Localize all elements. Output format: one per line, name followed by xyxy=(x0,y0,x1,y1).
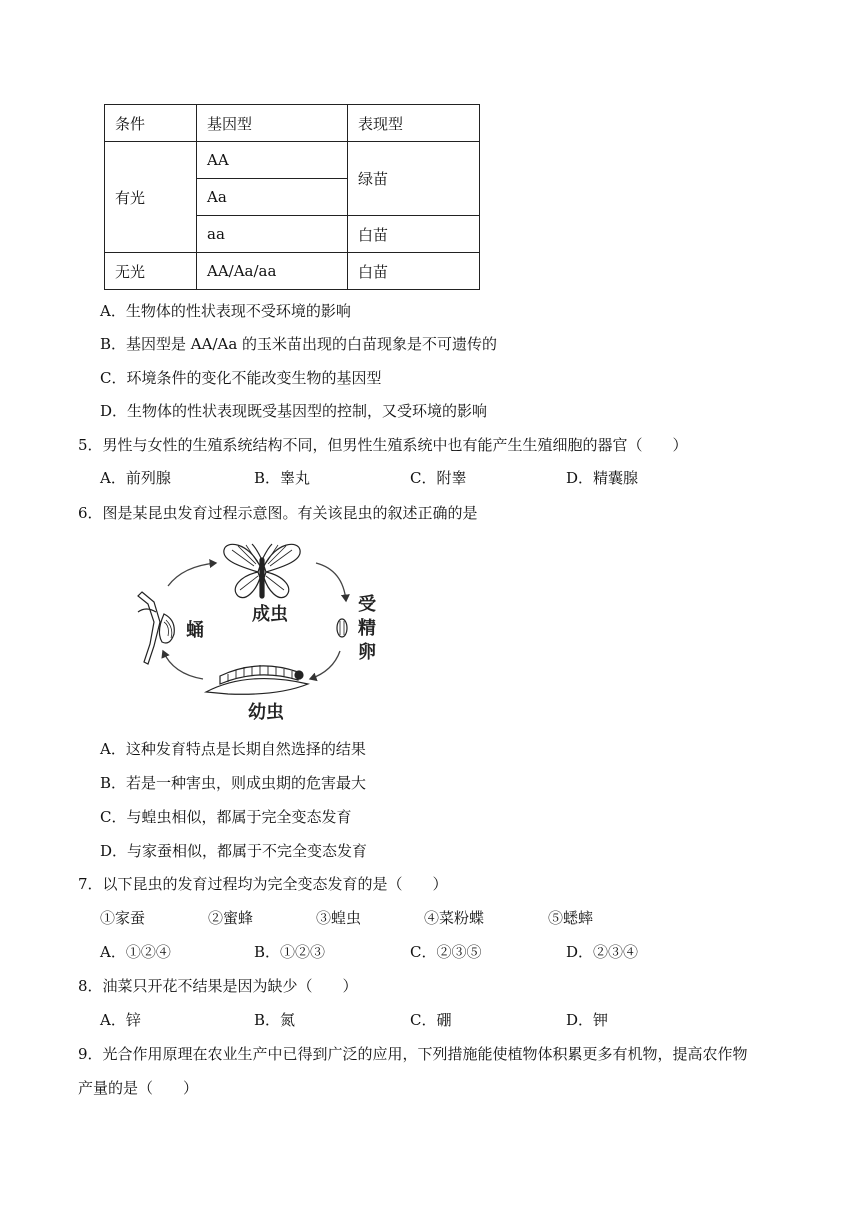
table-cell-genotype: AA/Aa/aa xyxy=(197,253,348,290)
q6-option-b: B．若是一种害虫，则成虫期的危害最大 xyxy=(100,774,367,792)
q6-option-d: D．与家蚕相似，都属于不完全变态发育 xyxy=(100,842,368,860)
q7-item-2: ②蜜蜂 xyxy=(208,909,254,927)
q6-option-c: C．与蝗虫相似，都属于完全变态发育 xyxy=(100,808,352,826)
q7-option-b: B．①②③ xyxy=(254,943,326,961)
egg-icon xyxy=(337,619,347,637)
q5-option-b: B．睾丸 xyxy=(254,469,311,487)
table-cell-phenotype: 绿苗 xyxy=(348,142,480,216)
insect-lifecycle-diagram xyxy=(128,536,398,726)
table-cell-phenotype: 白苗 xyxy=(348,216,480,253)
arrow-pupa-to-adult xyxy=(168,563,216,586)
q4-option-b: B．基因型是 AA/Aa 的玉米苗出现的白苗现象是不可遗传的 xyxy=(100,335,498,353)
q5-option-d: D．精囊腺 xyxy=(566,469,639,487)
q8-option-c: C．硼 xyxy=(410,1011,452,1029)
q8-option-b: B．氮 xyxy=(254,1011,296,1029)
q6-option-a: A．这种发育特点是长期自然选择的结果 xyxy=(100,740,366,758)
q8-stem: 8．油菜只开花不结果是因为缺少（ ） xyxy=(78,977,358,995)
q9-stem-line-1: 9．光合作用原理在农业生产中已得到广泛的应用，下列措施能使植物体积累更多有机物，提高农作物 xyxy=(78,1045,748,1063)
table-cell-phenotype: 白苗 xyxy=(348,253,480,290)
q4-option-a: A．生物体的性状表现不受环境的影响 xyxy=(100,302,351,320)
q7-option-a: A．①②④ xyxy=(100,943,171,961)
q7-item-1: ①家蚕 xyxy=(100,909,146,927)
pupa-icon xyxy=(138,592,174,664)
table-cell-condition: 无光 xyxy=(105,253,197,290)
arrow-larva-to-pupa xyxy=(163,651,203,679)
pupa-label: 蛹 xyxy=(186,620,204,641)
q7-stem: 7．以下昆虫的发育过程均为完全变态发育的是（ ） xyxy=(78,875,448,893)
q7-option-d: D．②③④ xyxy=(566,943,639,961)
table-cell-genotype: aa xyxy=(197,216,348,253)
q8-option-d: D．钾 xyxy=(566,1011,609,1029)
q6-stem: 6．图是某昆虫发育过程示意图。有关该昆虫的叙述正确的是 xyxy=(78,504,478,522)
q7-item-5: ⑤蟋蟀 xyxy=(548,909,594,927)
table-cell-genotype: AA xyxy=(197,142,348,179)
q8-options xyxy=(0,1009,860,1031)
q5-option-a: A．前列腺 xyxy=(100,469,171,487)
table-row xyxy=(105,142,480,179)
q5-options xyxy=(0,467,860,489)
arrow-egg-to-larva xyxy=(310,651,340,679)
q7-items xyxy=(0,907,860,929)
q5-stem: 5．男性与女性的生殖系统结构不同，但男性生殖系统中也有能产生生殖细胞的器官（ ） xyxy=(78,436,688,454)
egg-label-2: 精 xyxy=(358,618,376,639)
table-cell-genotype: Aa xyxy=(197,179,348,216)
table-header-cell: 基因型 xyxy=(197,105,348,142)
q4-option-c: C．环境条件的变化不能改变生物的基因型 xyxy=(100,369,382,387)
table-cell-condition: 有光 xyxy=(105,142,197,253)
egg-label-3: 卵 xyxy=(358,642,376,663)
q7-options xyxy=(0,941,860,963)
larva-label: 幼虫 xyxy=(248,702,284,723)
adult-label: 成虫 xyxy=(252,604,288,625)
caterpillar-icon xyxy=(206,665,308,694)
table-header-cell: 表现型 xyxy=(348,105,480,142)
egg-label-1: 受 xyxy=(358,594,376,615)
q7-option-c: C．②③⑤ xyxy=(410,943,482,961)
q8-option-a: A．锌 xyxy=(100,1011,141,1029)
q4-option-d: D．生物体的性状表现既受基因型的控制，又受环境的影响 xyxy=(100,402,488,420)
genotype-phenotype-table xyxy=(104,104,480,290)
q5-option-c: C．附睾 xyxy=(410,469,467,487)
table-header-row xyxy=(105,105,480,142)
q7-item-4: ④菜粉蝶 xyxy=(424,909,485,927)
q9-stem-line-2: 产量的是（ ） xyxy=(78,1079,199,1097)
table-row xyxy=(105,253,480,290)
q7-item-3: ③蝗虫 xyxy=(316,909,362,927)
arrow-adult-to-egg xyxy=(316,563,346,601)
butterfly-icon xyxy=(224,544,300,598)
table-header-cell: 条件 xyxy=(105,105,197,142)
